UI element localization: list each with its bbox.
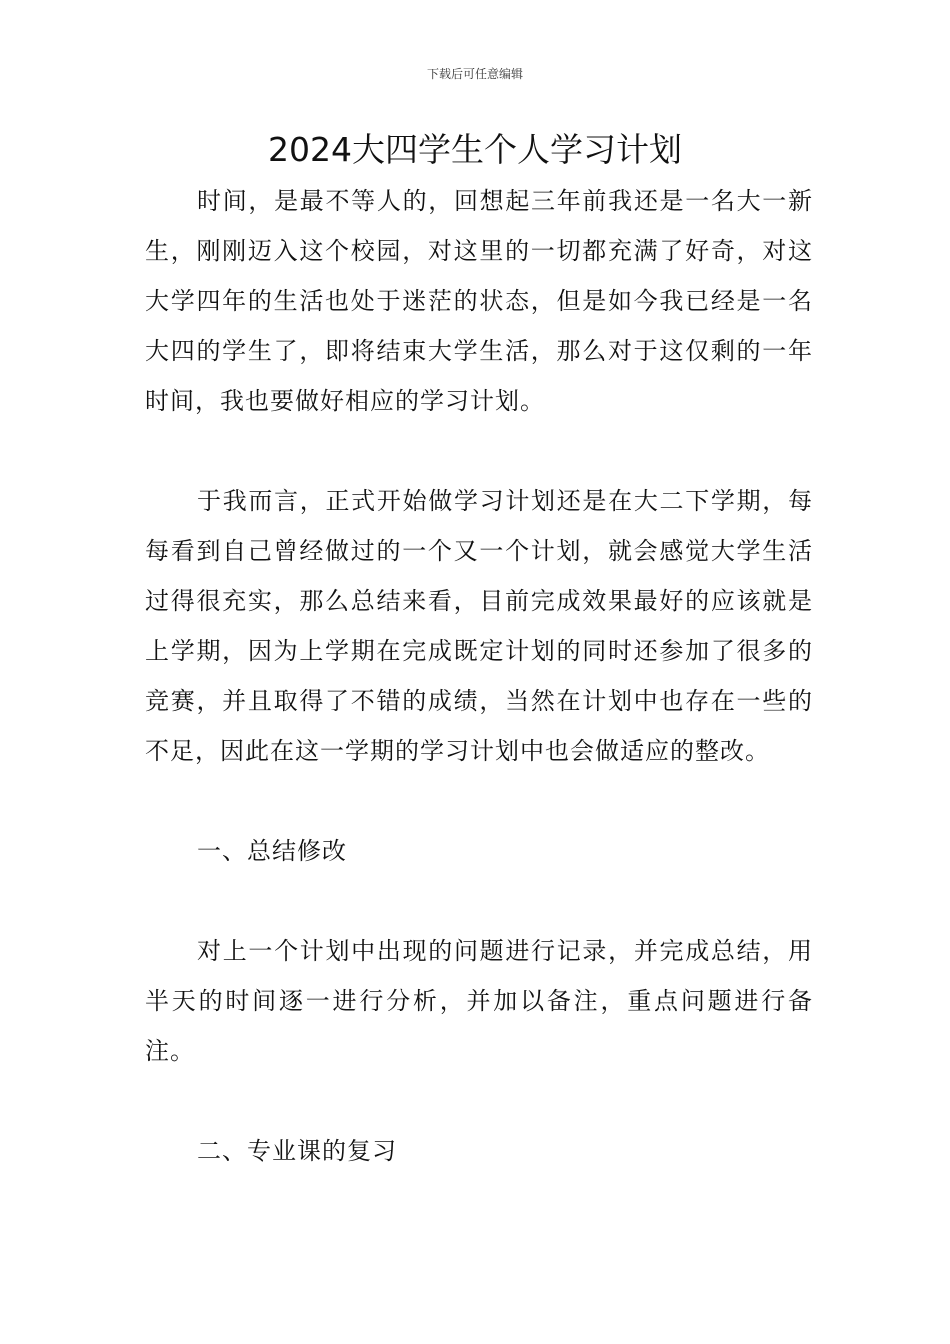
paragraph-spacer xyxy=(145,426,813,476)
section-heading-summary: 一、总结修改 xyxy=(197,837,347,865)
paragraph-spacer xyxy=(145,876,813,926)
paragraph-summary: 对上一个计划中出现的问题进行记录，并完成总结，用半天的时间逐一进行分析，并加以备注，重点问题进行备注。 xyxy=(145,937,813,1065)
paragraph-background: 于我而言，正式开始做学习计划还是在大二下学期，每每看到自己曾经做过的一个又一个计划，就会感觉大学生活过得很充实，那么总结来看，目前完成效果最好的应该就是上学期，因为上学期在完成既定计划的同时还参加了很多的竞赛，并且取得了不错的成绩，当然在计划中也存在一些的不足，因此在这一学期的学习计划中也会做适应的整改。 xyxy=(145,487,813,765)
paragraph-spacer xyxy=(145,776,813,826)
document-title: 2024大四学生个人学习计划 xyxy=(268,130,682,169)
paragraph-spacer xyxy=(145,1076,813,1126)
section-heading-review: 二、专业课的复习 xyxy=(197,1137,397,1165)
paragraph-intro: 时间，是最不等人的，回想起三年前我还是一名大一新生，刚刚迈入这个校园，对这里的一切都充满了好奇，对这大学四年的生活也处于迷茫的状态，但是如今我已经是一名大四的学生了，即将结束大学生活，那么对于这仅剩的一年时间，我也要做好相应的学习计划。 xyxy=(145,187,813,415)
page-header: 下载后可任意编辑 xyxy=(426,67,523,81)
document-body xyxy=(145,176,813,1176)
